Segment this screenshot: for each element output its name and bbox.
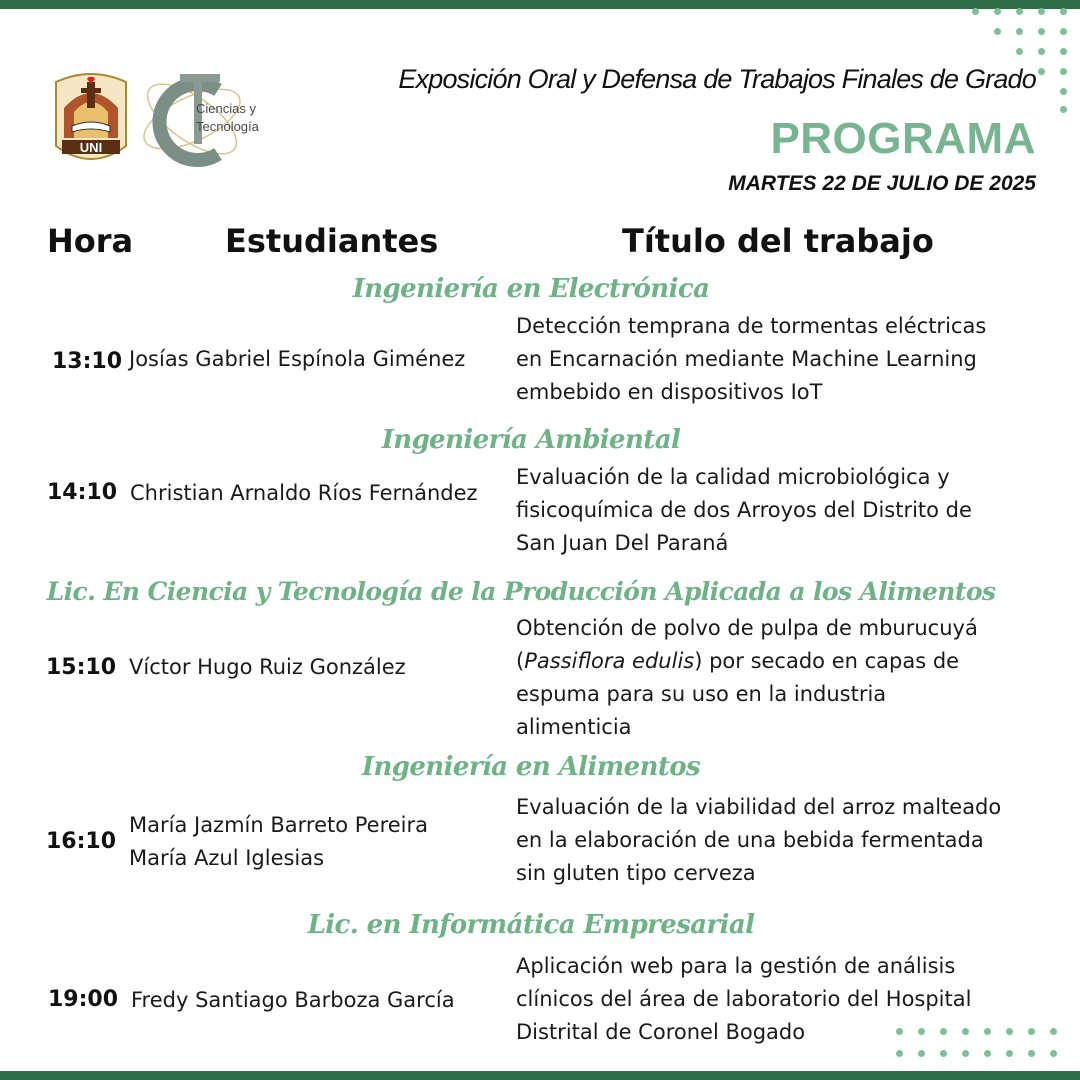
work-title-line: alimenticia <box>516 715 632 739</box>
work-title-line: Distrital de Coronel Bogado <box>516 1020 806 1044</box>
work-title <box>516 461 1056 560</box>
student-name <box>129 809 428 875</box>
section-career-title: Lic. en Informática Empresarial <box>307 910 755 940</box>
top-right-dot-pattern <box>960 6 1080 116</box>
section-career-title: Ingeniería Ambiental <box>381 425 681 455</box>
svg-text:UNI: UNI <box>79 140 103 155</box>
student-name-line: María Jazmín Barreto Pereira <box>129 813 429 837</box>
uni-university-logo <box>52 68 130 170</box>
work-title-line: en la elaboración de una bebida fermentada <box>516 828 984 852</box>
ct-logo-text-line1: Ciencias y <box>196 101 256 116</box>
work-title-line: sin gluten tipo cerveza <box>516 861 756 885</box>
work-title <box>516 791 1056 890</box>
event-title: Exposición Oral y Defensa de Trabajos Finales de Grado <box>398 64 1036 94</box>
column-header-hora: Hora <box>47 222 134 260</box>
student-name-line: María Azul Iglesias <box>129 846 325 870</box>
session-time: 15:10 <box>45 655 117 680</box>
work-title-line: Obtención de polvo de pulpa de mburucuyá <box>516 616 978 640</box>
ct-logo-text-line2: Tecnología <box>196 119 259 134</box>
work-title-line: Evaluación de la viabilidad del arroz malteado <box>516 795 1002 819</box>
section-career-title: Ingeniería en Electrónica <box>352 274 710 304</box>
column-header-estudiantes: Estudiantes <box>225 222 439 260</box>
section-career-title: Lic. En Ciencia y Tecnología de la Producción Aplicada a los Alimentos <box>46 577 996 606</box>
programa-heading: PROGRAMA <box>770 114 1036 163</box>
session-time: 19:00 <box>47 987 119 1012</box>
paren-open: ( <box>516 649 525 673</box>
work-title <box>516 310 1056 409</box>
student-name: Christian Arnaldo Ríos Fernández <box>130 481 478 505</box>
work-title-line <box>516 645 1056 678</box>
student-name: Fredy Santiago Barboza García <box>131 988 455 1012</box>
work-title-line: Detección temprana de tormentas eléctricas <box>516 314 987 338</box>
work-title-line: fisicoquímica de dos Arroyos del Distrito de <box>516 498 972 522</box>
session-time: 14:10 <box>46 480 118 505</box>
section-career-title: Ingeniería en Alimentos <box>361 752 701 782</box>
species-name: Passiflora edulis <box>524 649 695 673</box>
work-title-line: San Juan Del Paraná <box>516 531 729 555</box>
student-name: Josías Gabriel Espínola Giménez <box>129 347 466 371</box>
work-title <box>516 950 1056 1049</box>
top-border-bar <box>0 0 1080 9</box>
work-title <box>516 612 1056 744</box>
work-title-line: Evaluación de la calidad microbiológica y <box>516 465 950 489</box>
work-title-line: espuma para su uso en la industria <box>516 682 887 706</box>
event-date: MARTES 22 DE JULIO DE 2025 <box>728 172 1036 195</box>
session-time: 16:10 <box>45 829 117 854</box>
work-title-line: clínicos del área de laboratorio del Hospital <box>516 987 972 1011</box>
column-header-titulo: Título del trabajo <box>622 222 934 260</box>
work-title-line: embebido en dispositivos IoT <box>516 380 823 404</box>
work-title-line: en Encarnación mediante Machine Learning <box>516 347 977 371</box>
title-line-rest: ) por secado en capas de <box>694 649 960 673</box>
bottom-border-bar <box>0 1071 1080 1080</box>
work-title-line: Aplicación web para la gestión de análisis <box>516 954 956 978</box>
student-name: Víctor Hugo Ruiz González <box>129 655 406 679</box>
session-time: 13:10 <box>51 349 123 374</box>
